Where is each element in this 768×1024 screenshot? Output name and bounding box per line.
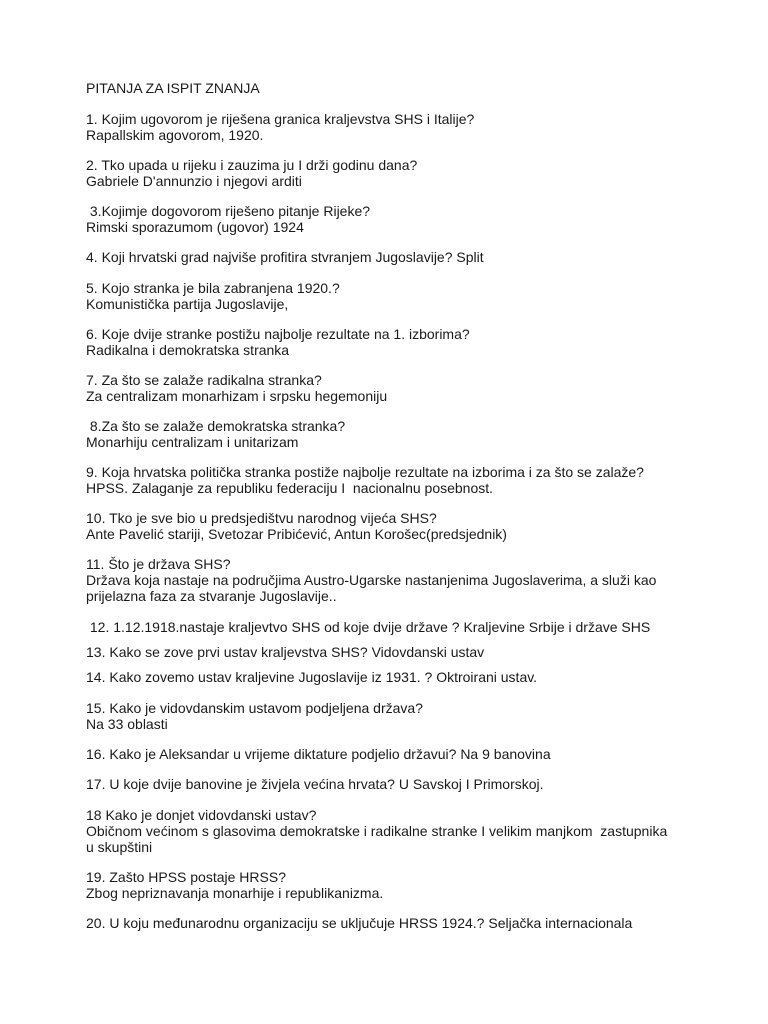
answer-text: Na 33 oblasti: [86, 716, 168, 732]
answer-text: Za centralizam monarhizam i srpsku hegemoniju: [86, 388, 388, 404]
answer-text: Zbog nepriznavanja monarhije i republikanizma.: [86, 885, 384, 901]
qa-item: [86, 746, 706, 762]
question-answer-text: 20. U koju međunarodnu organizaciju se uključuje HRSS 1924.? Seljačka internacionala: [86, 915, 633, 931]
answer-text: Komunistička partija Jugoslavije,: [86, 296, 289, 312]
question-answer-text: 17. U koje dvije banovine je živjela većina hrvata? U Savskoj I Primorskoj.: [86, 776, 544, 792]
answer-text: Radikalna i demokratska stranka: [86, 342, 290, 358]
qa-item: [86, 869, 706, 901]
qa-item: [86, 157, 706, 189]
question-text: 11. Što je država SHS?: [86, 556, 231, 572]
question-text: 5. Kojo stranka je bila zabranjena 1920.?: [86, 280, 340, 296]
question-text: 10. Tko je sve bio u predsjedištvu narodnog vijeća SHS?: [86, 510, 437, 526]
qa-item: [86, 464, 706, 496]
question-text: 6. Koje dvije stranke postižu najbolje rezultate na 1. izborima?: [86, 326, 470, 342]
qa-item: [86, 669, 706, 685]
question-text: 7. Za što se zalaže radikalna stranka?: [86, 372, 322, 388]
qa-item: [86, 644, 706, 660]
qa-item: [86, 915, 706, 931]
qa-item: [86, 807, 706, 855]
qa-item: [86, 111, 706, 143]
question-answer-text: 14. Kako zovemo ustav kraljevine Jugoslavije iz 1931. ? Oktroirani ustav.: [86, 669, 538, 685]
qa-item: [86, 326, 706, 358]
answer-text: Rapallskim agovorom, 1920.: [86, 127, 264, 143]
document-title: PITANJA ZA ISPIT ZNANJA: [86, 80, 260, 96]
qa-item: [86, 249, 706, 265]
question-text: 1. Kojim ugovorom je riješena granica kraljevstva SHS i Italije?: [86, 111, 475, 127]
qa-item: [86, 280, 706, 312]
answer-text: Običnom većinom s glasovima demokratske i radikalne stranke I velikim manjkom zastupnika: [86, 823, 668, 839]
qa-item: [86, 556, 706, 604]
question-answer-text: 4. Koji hrvatski grad najviše profitira stvranjem Jugoslavije? Split: [86, 249, 484, 265]
answer-text: Država koja nastaje na područjima Austro-Ugarske nastanjenima Jugoslaverima, a služi kao: [86, 572, 657, 588]
question-text: 15. Kako je vidovdanskim ustavom podjeljena država?: [86, 700, 423, 716]
answer-text-continued: u skupštini: [86, 839, 153, 855]
qa-item: [86, 776, 706, 792]
question-text: 9. Koja hrvatska politička stranka postiže najbolje rezultate na izborima i za što se zalaže?: [86, 464, 644, 480]
question-text: 18 Kako je donjet vidovdanski ustav?: [86, 807, 317, 823]
qa-item: [86, 372, 706, 404]
question-answer-text: 16. Kako je Aleksandar u vrijeme diktature podjelio državui? Na 9 banovina: [86, 746, 551, 762]
question-text: 8.Za što se zalaže demokratska stranka?: [86, 418, 346, 434]
qa-item: [86, 418, 706, 450]
answer-text: Ante Pavelić stariji, Svetozar Pribićević, Antun Korošec(predsjednik): [86, 526, 507, 542]
answer-text: HPSS. Zalaganje za republiku federaciju I nacionalnu posebnost.: [86, 480, 494, 496]
qa-item: [86, 700, 706, 732]
answer-text: Gabriele D'annunzio i njegovi arditi: [86, 173, 302, 189]
question-answer-text: 13. Kako se zove prvi ustav kraljevstva SHS? Vidovdanski ustav: [86, 644, 485, 660]
qa-item: [86, 203, 706, 235]
question-text: 19. Zašto HPSS postaje HRSS?: [86, 869, 286, 885]
question-answer-text: 12. 1.12.1918.nastaje kraljevtvo SHS od koje dvije države ? Kraljevine Srbije i države SHS: [86, 619, 651, 635]
answer-text: Rimski sporazumom (ugovor) 1924: [86, 219, 304, 235]
answer-text-continued: prijelazna faza za stvaranje Jugoslavije..: [86, 588, 337, 604]
question-text: 2. Tko upada u rijeku i zauzima ju I drži godinu dana?: [86, 157, 418, 173]
answer-text: Monarhiju centralizam i unitarizam: [86, 434, 299, 450]
qa-item: [86, 510, 706, 542]
qa-item: [86, 619, 706, 635]
question-text: 3.Kojimje dogovorom riješeno pitanje Rijeke?: [86, 203, 371, 219]
